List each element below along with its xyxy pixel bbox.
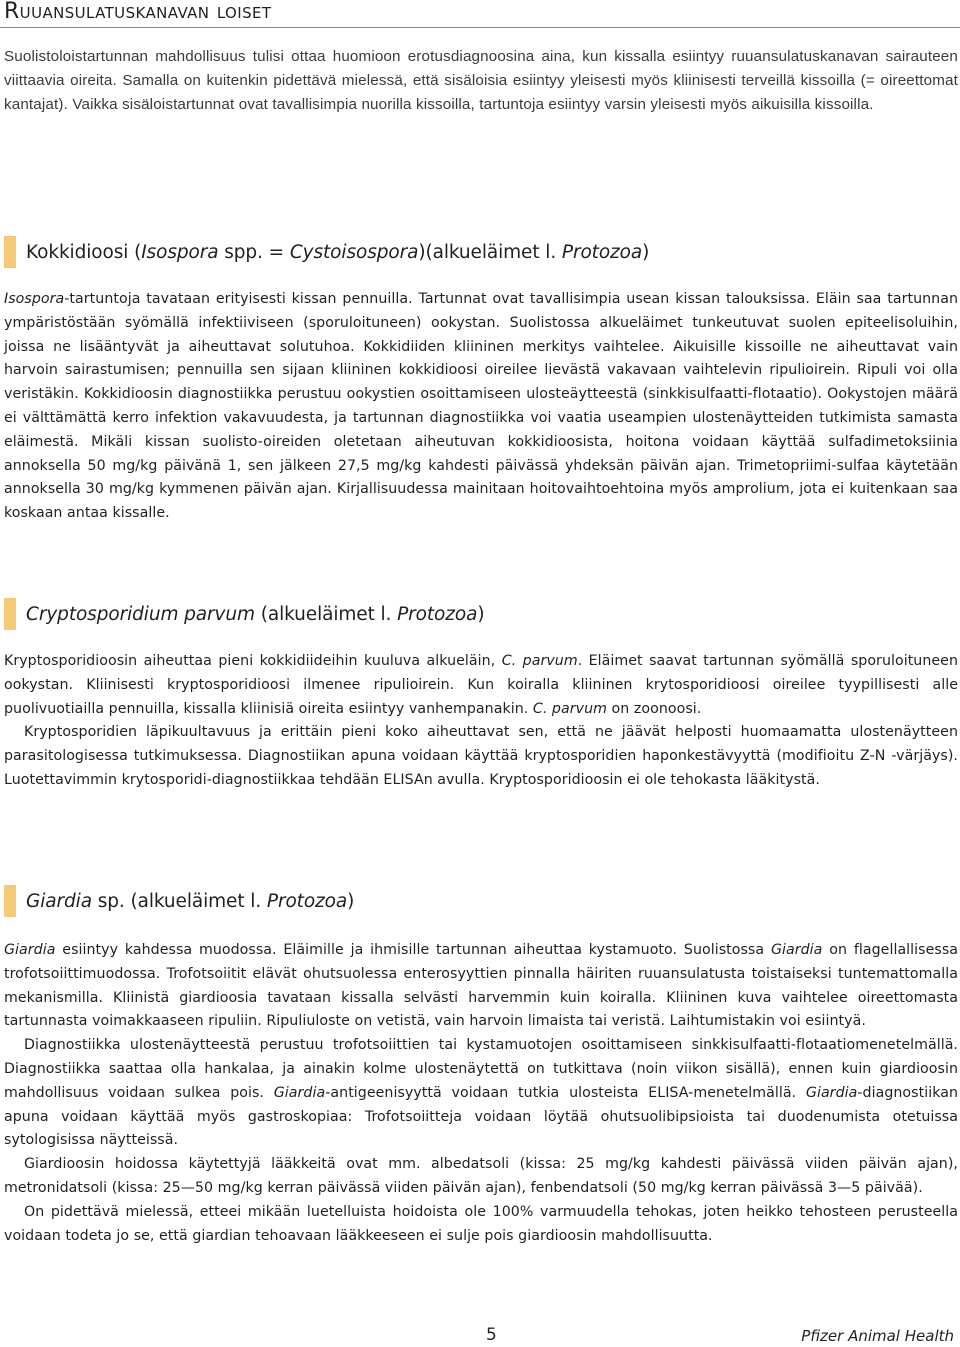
section-body-giardia — [4, 939, 958, 1248]
intro-paragraph: Suolistoloistartunnan mahdollisuus tulisi ottaa huomioon erotusdiagnoosina aina, kun kissalla esiintyy ruuansulatuskanavan sairauteen viittaavia oireita. Samalla on kuitenkin pidettävä mielessä, että sisäloisia esiintyy yleisesti myös kliinisesti terveillä kissoilla (= oireettomat kantajat). Vaikka sisäloistartunnat ovat tavallisimpia nuorilla kissoilla, tartuntoja esiintyy varsin yleisesti myös aikuisilla kissoilla. — [4, 48, 958, 113]
section-heading-kokkidioosi — [4, 236, 649, 268]
paragraph: Giardioosin hoidossa käytettyjä lääkkeitä ovat mm. albedatsoli (kissa: 25 mg/kg kahdesti päivässä viiden päivän ajan), metronidatsoli (kissa: 25—50 mg/kg kerran päivässä viiden päivän ajan), fenbendatsoli (50 mg/kg kerran päivässä 3—5 päivää). — [4, 1156, 958, 1196]
footer-brand: Pfizer Animal Health — [801, 1327, 954, 1345]
heading-text: Giardia sp. (alkueläimet l. Protozoa) — [26, 890, 355, 912]
heading-accent-bar — [4, 885, 16, 917]
page-number: 5 — [486, 1325, 497, 1345]
heading-text: Cryptosporidium parvum (alkueläimet l. Protozoa) — [26, 603, 485, 625]
paragraph: Giardia esiintyy kahdessa muodossa. Eläimille ja ihmisille tartunnan aiheuttaa kystamuoto. Suolistossa Giardia on flagellallisessa trofotsoiittimuodossa. Trofotsoiitit elävät ohutsuolessa enterosyyttien pinnalla häiriten ruuansulatusta toistaiseksi tuntemattomalla mekanismilla. Kliinistä giardioosia tavataan kissalla selvästi harvemmin kuin koiralla. Kliininen kuva vaihtelee oireettomasta tartunnasta voimakkaaseen ripuliin. Ripuliuloste on vetistä, vain harvoin limaista tai veristä. Laihtumistakin voi esiintyä. — [4, 942, 959, 1030]
intro-block — [4, 45, 958, 117]
heading-accent-bar — [4, 236, 16, 268]
title-rule — [0, 27, 960, 28]
paragraph: Diagnostiikka ulostenäytteestä perustuu trofotsoiittien tai kystamuotojen osoittamiseen sinkkisulfaatti-flotaatiomenetelmällä. Diagnostiikka saattaa olla hankalaa, ja ainakin kolme ulostenäytettä on tutkittava (noin viikon sisällä), ennen kuin giardioosin mahdollisuus voidaan sulkea pois. Giardia-antigeenisyyttä voidaan tutkia ulosteista ELISA-menetelmällä. Giardia-diagnostiikan apuna voidaan käyttää myös gastroskopiaa: Trofotsoiitteja voidaan löytää ohutsuolibipsioista tai duodenumista otetuissa sytologisissa näytteissä. — [4, 1037, 959, 1149]
section-heading-cryptosporidium — [4, 598, 484, 630]
heading-text: Kokkidioosi (Isospora spp. = Cystoisospora)(alkueläimet l. Protozoa) — [26, 241, 650, 263]
section-body-kokkidioosi — [4, 288, 958, 526]
section-heading-giardia — [4, 885, 354, 917]
page-title: Ruuansulatuskanavan loiset — [4, 0, 272, 24]
paragraph: Kryptosporidioosin aiheuttaa pieni kokkidiideihin kuuluva alkueläin, C. parvum. Eläimet saavat tartunnan syömällä sporuloituneen ookystan. Kliinisesti kryptosporidioosi ilmenee ripulioirein. Kun koiralla kliininen krytosporidioosi oireilee tyypillisesti alle puolivuotiailla pennuilla, kissalla kliinisiä oireita esiintyy vanhempanakin. C. parvum on zoonoosi. — [4, 653, 958, 717]
heading-accent-bar — [4, 598, 16, 630]
paragraph: On pidettävä mielessä, etteei mikään luetelluista hoidoista ole 100% varmuudella tehokas, joten heikko tehosteen perusteella voidaan todeta jo se, että giardian tehoavaan lääkkeeseen ei sulje pois giardioosin mahdollisuutta. — [4, 1203, 958, 1244]
paragraph: Kryptosporidien läpikuultavuus ja erittäin pieni koko aiheuttavat sen, että ne jäävät helposti huomaamatta ulostenäytteen parasitologisessa tutkimuksessa. Diagnostiikan apuna voidaan käyttää kryptosporidien haponkestävyyttä (modifioitu Z-N -värjäys). Luotettavimmin krytosporidi-diagnostiikkaa tehdään ELISAn avulla. Kryptosporidioosin ei ole tehokasta lääkitystä. — [4, 724, 958, 788]
section-body-cryptosporidium — [4, 650, 958, 793]
paragraph: Isospora-tartuntoja tavataan erityisesti kissan pennuilla. Tartunnat ovat tavallisimpia usean kissan talouksissa. Eläin saa tartunnan ympäristöstään syömällä infektiiviseen (sporuloituneen) ookystan. Suolistossa alkueläimet tunkeutuvat suolen epiteelisoluihin, joissa ne lisääntyvät ja aiheuttavat solutuhoa. Kokkidiiden kliininen merkitys vaihtelee. Aikuisille kissoille ne aiheuttavat vain harvoin sairastumisen; pennuilla sen sijaan kliininen kokkidioosi oireilee lievästä vakavaan vaihtelevin ripulioirein. Ripuli voi olla veristäkin. Kokkidioosin diagnostiikka perustuu ookystien osoittamiseen ulosteäytteestä (sinkkisulfaatti-flotaatio). Ookystojen määrä ei välttämättä kerro infektion vakavuudesta, ja tartunnan diagnostiikka voi vaatia useampien ulostenäytteiden tutkimista samasta eläimestä. Mikäli kissan suolisto-oireiden oletetaan aiheutuvan kokkidioosista, hoitona voidaan käyttää sulfadimetoksiinia annoksella 50 mg/kg päivänä 1, sen jälkeen 27,5 mg/kg kahdesti päivässä yhdeksän päivän ajan. Trimetopriimi-sulfaa käytetään annoksella 30 mg/kg kymmenen päivän ajan. Kirjallisuudessa mainitaan hoitovaihtoehtoina myös amprolium, jota ei kuitenkaan saa koskaan antaa kissalle. — [4, 291, 958, 522]
